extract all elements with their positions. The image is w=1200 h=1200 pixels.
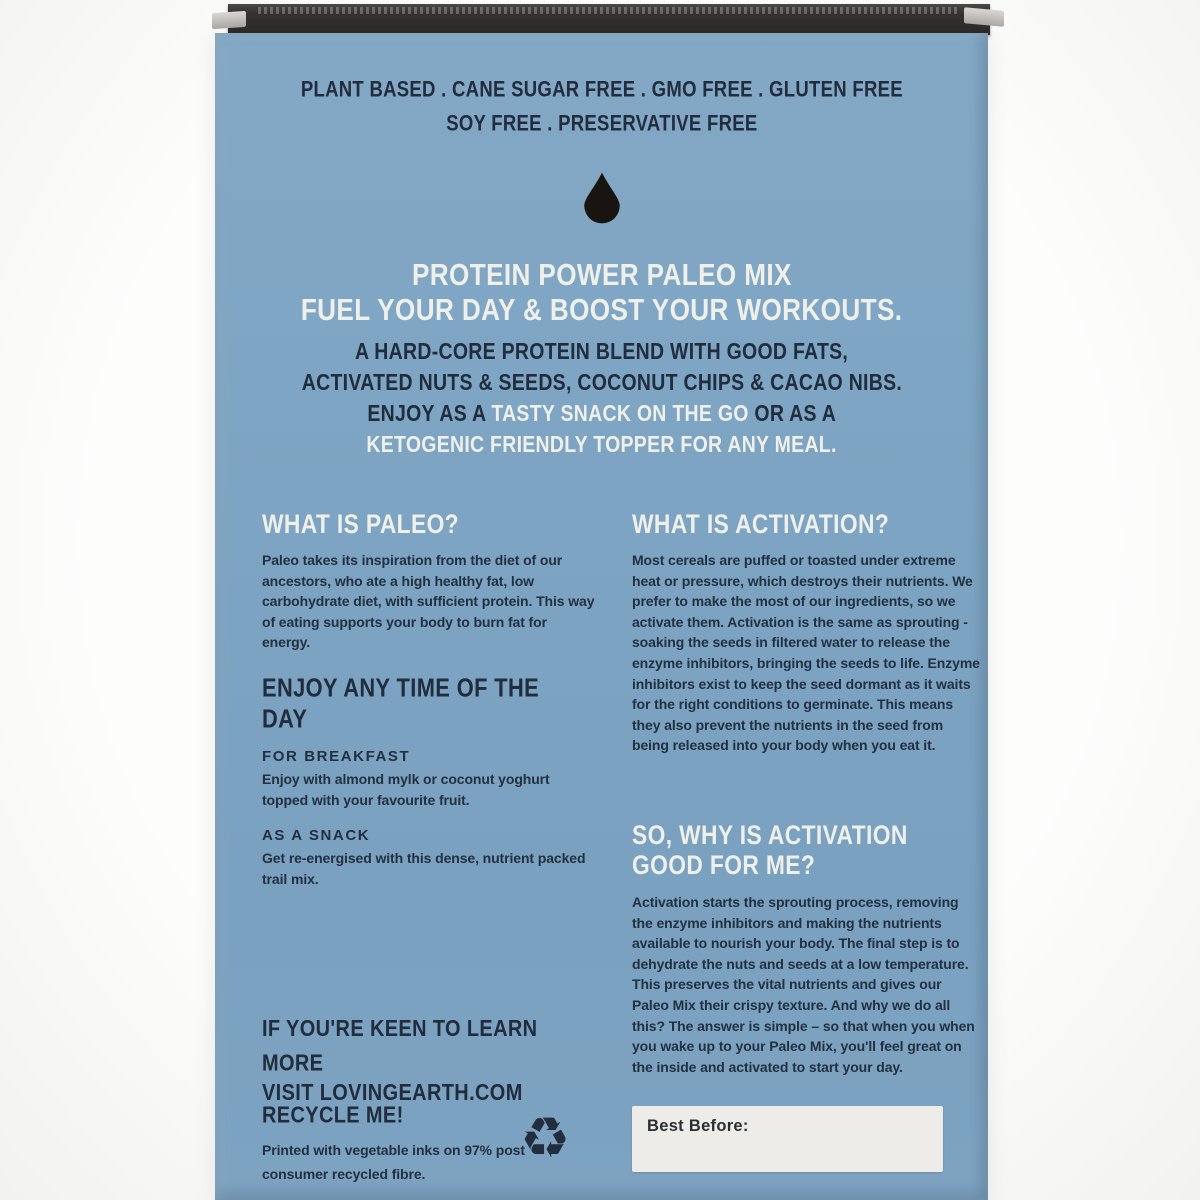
what-is-paleo-body: Paleo takes its inspiration from the diet of our ancestors, who ate a high healthy fat, low carbohydrate diet, with sufficient protein. This way of eating supports your body to burn fat for energy.	[262, 552, 595, 651]
subheadline-line-3-dark-2: OR AS A	[748, 400, 836, 427]
subheadline-line-3-highlight: TASTY SNACK ON THE GO	[485, 400, 749, 427]
why-activation-heading-line-2: GOOD FOR ME?	[632, 850, 816, 881]
section-what-is-activation	[632, 511, 980, 756]
product-claims	[215, 73, 988, 141]
subheadline-line-3-dark-1: ENJOY AS A	[367, 400, 486, 427]
box-flap-tab-left	[212, 11, 246, 29]
learn-more-line-1: IF YOU'RE KEEN TO LEARN MORE	[262, 1015, 538, 1077]
for-breakfast-label: FOR BREAKFAST	[262, 748, 411, 765]
headline-block	[215, 257, 988, 460]
subheadline-line-1: A HARD-CORE PROTEIN BLEND WITH GOOD FATS,	[354, 338, 849, 365]
subheadline-line-2: ACTIVATED NUTS & SEEDS, COCONUT CHIPS & CACAO NIBS.	[301, 369, 902, 396]
section-what-is-paleo	[262, 511, 598, 653]
section-why-activation	[632, 821, 980, 1077]
why-activation-heading-line-1: SO, WHY IS ACTIVATION	[632, 820, 908, 851]
as-a-snack-label: AS A SNACK	[262, 827, 371, 845]
recycle-icon: ♻	[520, 1106, 571, 1171]
subheadline-line-3	[367, 396, 836, 431]
recycle-me-body: Printed with vegetable inks on 97% post consumer recycled fibre.	[262, 1142, 525, 1182]
best-before-panel	[632, 1106, 943, 1172]
box-flap-tab-right	[964, 7, 1004, 26]
what-is-paleo-heading: WHAT IS PALEO?	[262, 509, 460, 540]
box-top-flap	[228, 4, 990, 35]
section-enjoy-any-time	[262, 672, 598, 889]
what-is-activation-body: Most cereals are puffed or toasted under extreme heat or pressure, which destroys their nutrients. We prefer to make the most of our ingredients, so we activate them. Activation is the same as sprouting - soaking the seeds in filtered water to release the enzyme inhibitors, bringing the seeds to life. Enzyme inhibitors exist to keep the seed dormant as it waits for the right conditions to germinate. This means they also prevent the nutrients in the seed from being released into your body when you eat it.	[632, 552, 980, 754]
learn-more-line-2: VISIT LOVINGEARTH.COM	[262, 1079, 523, 1106]
headline-line-2: FUEL YOUR DAY & BOOST YOUR WORKOUTS.	[300, 292, 903, 327]
headline-line-1: PROTEIN POWER PALEO MIX	[411, 257, 792, 292]
section-learn-more	[262, 1015, 602, 1108]
subheadline-line-4: KETOGENIC FRIENDLY TOPPER FOR ANY MEAL.	[366, 431, 837, 458]
for-breakfast-body: Enjoy with almond mylk or coconut yoghurt topped with your favourite fruit.	[262, 771, 550, 808]
section-recycle-me	[262, 1101, 532, 1186]
why-activation-body: Activation starts the sprouting process, removing the enzyme inhibitors and making the nutrients available to nourish your body. The final step is to dehydrate the nuts and seeds at a low temperature. This preserves the vital nutrients and gives our Paleo Mix their crispy texture. And why we do all this? The answer is simple – so that when you when you wake up to your Paleo Mix, you'll feel great on the inside and activated to start your day.	[632, 894, 975, 1075]
as-a-snack-body: Get re-energised with this dense, nutrient packed trail mix.	[262, 850, 586, 887]
best-before-label: Best Before:	[647, 1117, 749, 1135]
claims-line-1: PLANT BASED . CANE SUGAR FREE . GMO FREE . GLUTEN FREE	[300, 77, 903, 103]
claims-line-2: SOY FREE . PRESERVATIVE FREE	[445, 111, 758, 137]
water-drop-icon	[578, 164, 626, 235]
recycle-me-heading: RECYCLE ME!	[262, 1102, 404, 1129]
what-is-activation-heading: WHAT IS ACTIVATION?	[632, 509, 890, 540]
box-back-panel	[215, 33, 988, 1200]
enjoy-any-time-heading: ENJOY ANY TIME OF THE DAY	[262, 672, 540, 734]
